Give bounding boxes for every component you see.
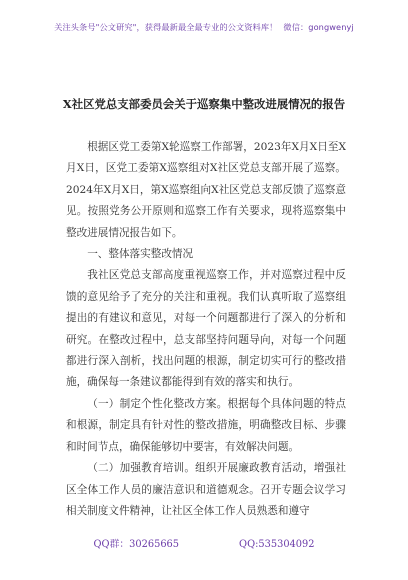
contact-footer	[0, 536, 408, 550]
paragraph-item-1: （一）制定个性化整改方案。根据每个具体问题的特点和根源，制定具有针对性的整改措施，明确整改目标、步骤和时间节点，确保能够切中要害，有效解决问题。	[66, 397, 346, 453]
promo-text: 关注头条号"公文研究"，获得最新最全最专业的公文资料库！	[54, 22, 278, 32]
paragraph-item-2: （二）加强教育培训。组织开展廉政教育活动，增强社区全体工作人员的廉洁意识和道德观念。召开专题会议学习相关制度文件精神，让社区全体工作人员熟悉和遵守	[66, 462, 346, 517]
paragraph-intro: 根据区党工委第X轮巡察工作部署，2023年X月X日至X月X日，区党工委第X巡察组对X社区党总支部开展了巡察。2024年X月X日，第X巡察组向X社区党总支部反馈了巡察意见。按照党务公开原则和巡察工作有关要求，现将巡察集中整改进展情况报告如下。	[66, 141, 346, 239]
document-title: X社区党总支部委员会关于巡察集中整改进展情况的报告	[62, 97, 346, 111]
promo-banner	[0, 22, 408, 33]
qq-number-text: QQ:535304092	[239, 539, 315, 550]
paragraph-overview: 我社区党总支部高度重视巡察工作，并对巡察过程中反馈的意见给予了充分的关注和重视。我们认真听取了巡察组提出的有建议和意见，对每一个问题都进行了深入的分析和研究。在整改过程中，总支部坚持问题导向，对每一个问题都进行深入剖析，找出问题的根源，制定切实可行的整改措施，确保每一条建议都能得到有效的落实和执行。	[66, 269, 346, 389]
section-heading: 一、整体落实整改情况	[87, 248, 194, 261]
wechat-text: 微信：gongwenyj	[283, 22, 354, 32]
document-body	[66, 137, 346, 522]
qq-group-text: QQ群：30265665	[93, 539, 180, 550]
